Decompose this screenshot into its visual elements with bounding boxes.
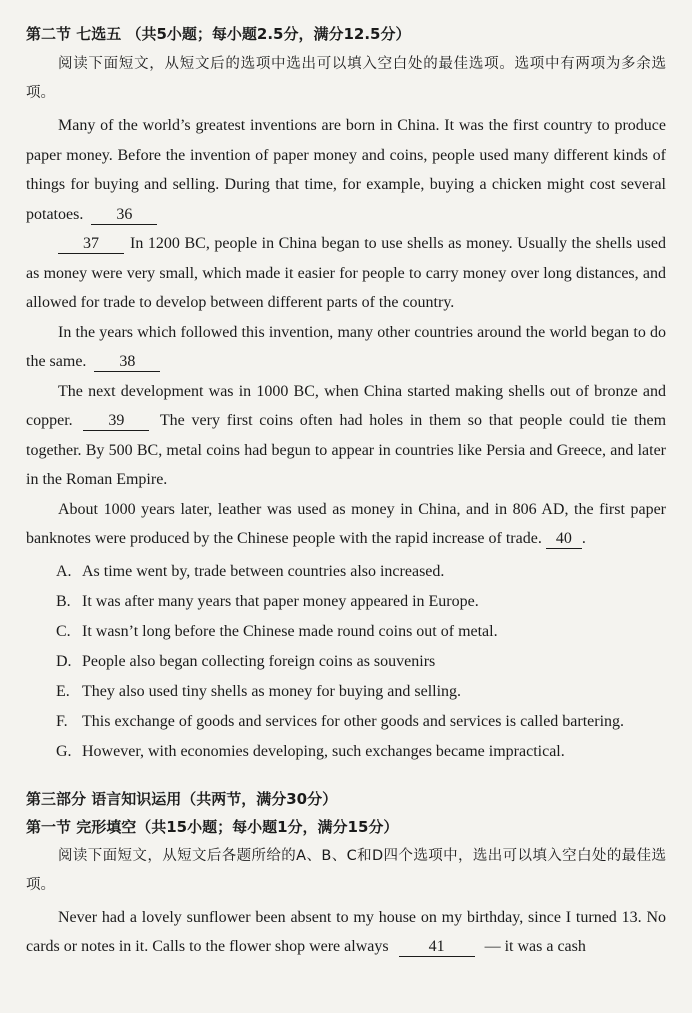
passage-paragraph: About 1000 years later, leather was used as money in China, and in 806 AD, the first paper banknotes were produced by the Chinese people with the rapid increase of trade. 40 . — [26, 500, 666, 547]
section-instruction: 阅读下面短文，从短文后的选项中选出可以填入空白处的最佳选项。选项中有两项为多余选项。 — [26, 56, 666, 101]
section-instruction: 阅读下面短文，从短文后各题所给的A、B、C和D四个选项中，选出可以填入空白处的最佳选项。 — [26, 847, 666, 893]
option-b: B. It was after many years that paper money appeared in Europe. — [56, 592, 479, 610]
section-heading: 第一节 完形填空（共15小题；每小题1分，满分15分） — [26, 817, 399, 836]
answer-blank: 40 — [546, 530, 582, 549]
option-g: G. However, with economies developing, such exchanges became impractical. — [56, 742, 565, 760]
passage-paragraph: Never had a lovely sunflower been absent to my house on my birthday, since I turned 13. No cards or notes in it. Calls to the flower shop were always 41 — it was a cash — [26, 908, 666, 955]
passage-paragraph: In the years which followed this invention, many other countries around the world began to do the same. 38 — [26, 323, 666, 370]
answer-blank: 37 — [58, 235, 124, 254]
option-d: D. People also began collecting foreign coins as souvenirs — [56, 652, 436, 670]
exam-page — [26, 24, 666, 962]
answer-blank: 36 — [91, 206, 157, 225]
option-a: A. As time went by, trade between countries also increased. — [56, 562, 445, 580]
section-heading: 第二节 七选五 （共5小题；每小题2.5分，满分12.5分） — [26, 25, 411, 43]
passage-paragraph: Many of the world’s greatest inventions are born in China. It was the first country to produce paper money. Before the invention of paper money and coins, people used many different kinds of things for buying and selling. During that time, for example, buying a chicken might cost several potatoes. 36 — [26, 117, 666, 223]
answer-blank: 41 — [399, 938, 475, 957]
option-f: F. This exchange of goods and services for other goods and services is called bartering. — [56, 712, 625, 730]
answer-blank: 38 — [94, 353, 160, 372]
passage-paragraph: 37 In 1200 BC, people in China began to use shells as money. Usually the shells used as money were very small, which made it easier for people to carry money over long distances, and allowed for trade to develop between different parts of the country. — [26, 235, 666, 311]
part-heading: 第三部分 语言知识运用（共两节，满分30分） — [26, 789, 338, 808]
answer-blank: 39 — [83, 412, 149, 431]
option-e: E. They also used tiny shells as money for buying and selling. — [56, 682, 462, 700]
options-list — [26, 557, 666, 767]
option-c: C. It wasn’t long before the Chinese made round coins out of metal. — [56, 622, 498, 640]
passage-paragraph: The next development was in 1000 BC, when China started making shells out of bronze and copper. 39 The very first coins often had holes in them so that people could tie them together. By 500 BC, metal coins had begun to appear in countries like Persia and Greece, and later in the Roman Empire. — [26, 382, 667, 488]
